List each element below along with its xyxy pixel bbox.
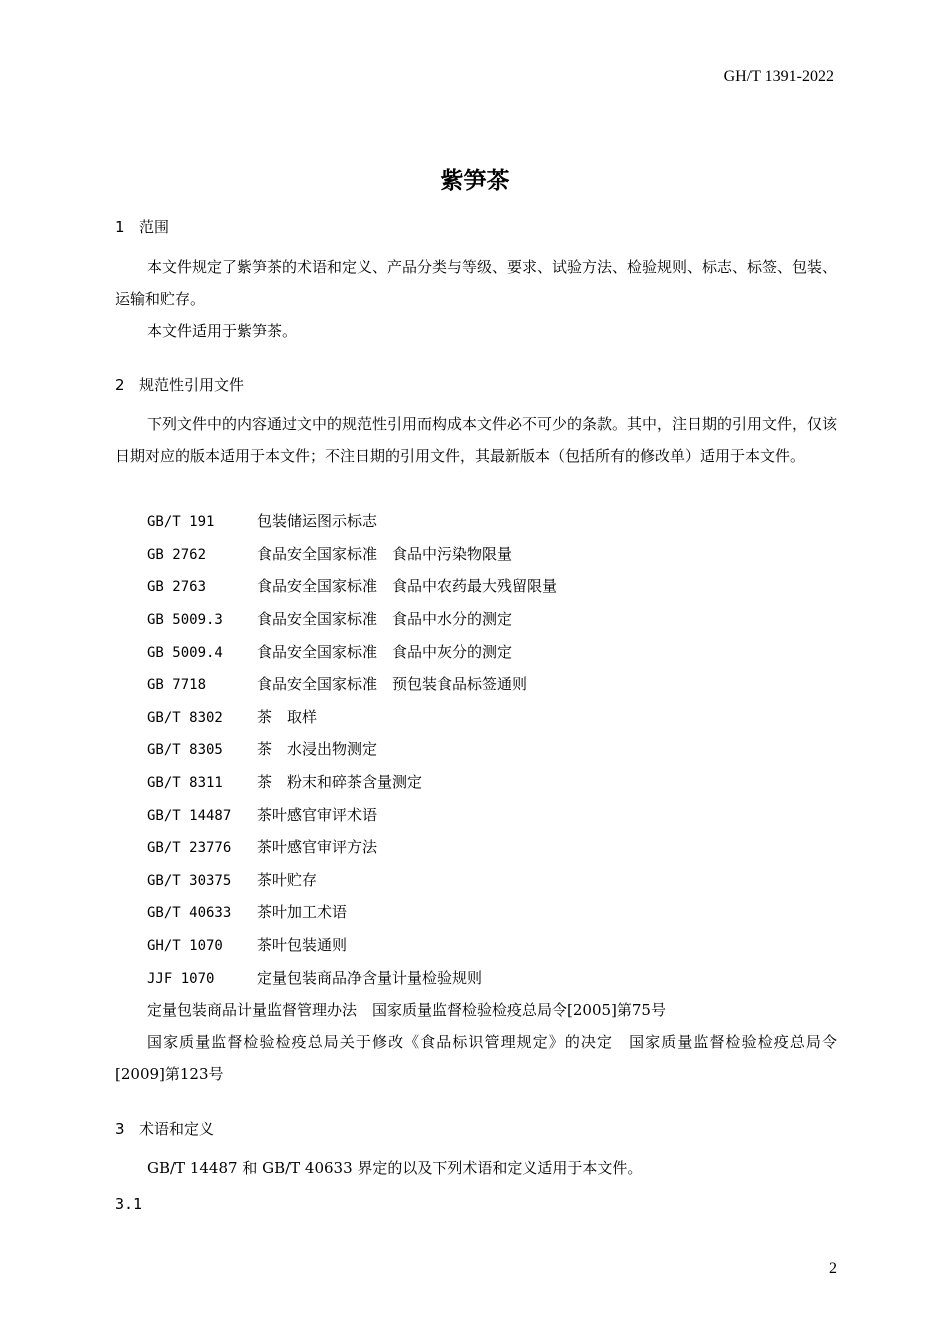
reference-title: 茶叶感官审评方法 <box>257 838 378 856</box>
page-number: 2 <box>829 1260 837 1277</box>
reference-code: GB/T 14487 <box>147 808 232 824</box>
reference-item <box>147 901 347 924</box>
reference-code: JJF 1070 <box>147 971 215 987</box>
reference-code: GB/T 30375 <box>147 873 232 889</box>
reference-code: GB 7718 <box>147 677 207 693</box>
reference-code: GH/T 1070 <box>147 938 223 954</box>
reference-title: 食品安全国家标准 食品中农药最大残留限量 <box>257 577 558 595</box>
reference-title: 茶叶包装通则 <box>257 936 348 954</box>
section-1-heading <box>115 216 169 237</box>
reference-code: GB 5009.4 <box>147 645 223 661</box>
section-1-number: 1 <box>115 218 125 236</box>
reference-code: GB 2762 <box>147 547 207 563</box>
reference-item <box>147 608 512 631</box>
reference-title: 茶 取样 <box>257 708 318 726</box>
reference-item <box>147 673 527 696</box>
reference-code: GB/T 8305 <box>147 742 223 758</box>
reference-title: 茶叶贮存 <box>257 871 318 889</box>
reference-regulation-1: 定量包装商品计量监督管理办法 国家质量监督检验检疫总局令[2005]第75号 <box>147 1001 666 1019</box>
section-2-intro: 下列文件中的内容通过文中的规范性引用而构成本文件必不可少的条款。其中，注日期的引用文件，仅该日期对应的版本适用于本文件；不注日期的引用文件，其最新版本（包括所有的修改单）适用于本文件。 <box>115 415 838 465</box>
reference-title: 定量包装商品净含量计量检验规则 <box>257 969 483 987</box>
reference-code: GB/T 8302 <box>147 710 223 726</box>
reference-item <box>147 543 512 566</box>
reference-title: 食品安全国家标准 食品中水分的测定 <box>257 610 513 628</box>
reference-item <box>147 771 422 794</box>
reference-title: 食品安全国家标准 预包装食品标签通则 <box>257 675 528 693</box>
reference-title: 茶 水浸出物测定 <box>257 740 378 758</box>
section-1-paragraph-1: 本文件规定了紫笋茶的术语和定义、产品分类与等级、要求、试验方法、检验规则、标志、标签、包装、运输和贮存。 <box>115 258 838 308</box>
section-3-paragraph: GB/T 14487 和 GB/T 40633 界定的以及下列术语和定义适用于本文件。 <box>147 1159 643 1177</box>
reference-code: GB 2763 <box>147 579 207 595</box>
reference-item <box>147 510 377 533</box>
standard-code: GH/T 1391-2022 <box>723 68 834 85</box>
document-title: 紫笋茶 <box>440 168 510 194</box>
reference-code: GB/T 40633 <box>147 905 232 921</box>
reference-title: 茶叶加工术语 <box>257 903 348 921</box>
reference-title: 食品安全国家标准 食品中污染物限量 <box>257 545 513 563</box>
reference-title: 茶 粉末和碎茶含量测定 <box>257 773 423 791</box>
section-1-title: 范围 <box>139 218 170 236</box>
reference-title: 食品安全国家标准 食品中灰分的测定 <box>257 643 513 661</box>
section-1-paragraph-2: 本文件适用于紫笋茶。 <box>147 322 298 340</box>
section-3-title: 术语和定义 <box>139 1120 215 1138</box>
reference-item <box>147 934 347 957</box>
reference-title: 包装储运图示标志 <box>257 512 378 530</box>
reference-item <box>147 641 512 664</box>
subsection-number: 3.1 <box>115 1195 143 1213</box>
reference-item <box>147 967 482 990</box>
reference-item <box>147 575 557 598</box>
section-2-number: 2 <box>115 376 125 394</box>
reference-code: GB/T 8311 <box>147 775 223 791</box>
section-3-heading <box>115 1118 214 1139</box>
reference-code: GB 5009.3 <box>147 612 223 628</box>
reference-code: GB/T 191 <box>147 514 215 530</box>
reference-title: 茶叶感官审评术语 <box>257 806 378 824</box>
reference-item <box>147 804 377 827</box>
reference-item <box>147 706 317 729</box>
section-3-number: 3 <box>115 1120 125 1138</box>
reference-regulation-2: 国家质量监督检验检疫总局关于修改《食品标识管理规定》的决定 国家质量监督检验检疫总局令[2009]第123号 <box>115 1033 837 1083</box>
section-2-title: 规范性引用文件 <box>139 376 245 394</box>
reference-item <box>147 869 317 892</box>
reference-item <box>147 738 377 761</box>
reference-item <box>147 836 377 859</box>
reference-code: GB/T 23776 <box>147 840 232 856</box>
section-2-heading <box>115 374 244 395</box>
